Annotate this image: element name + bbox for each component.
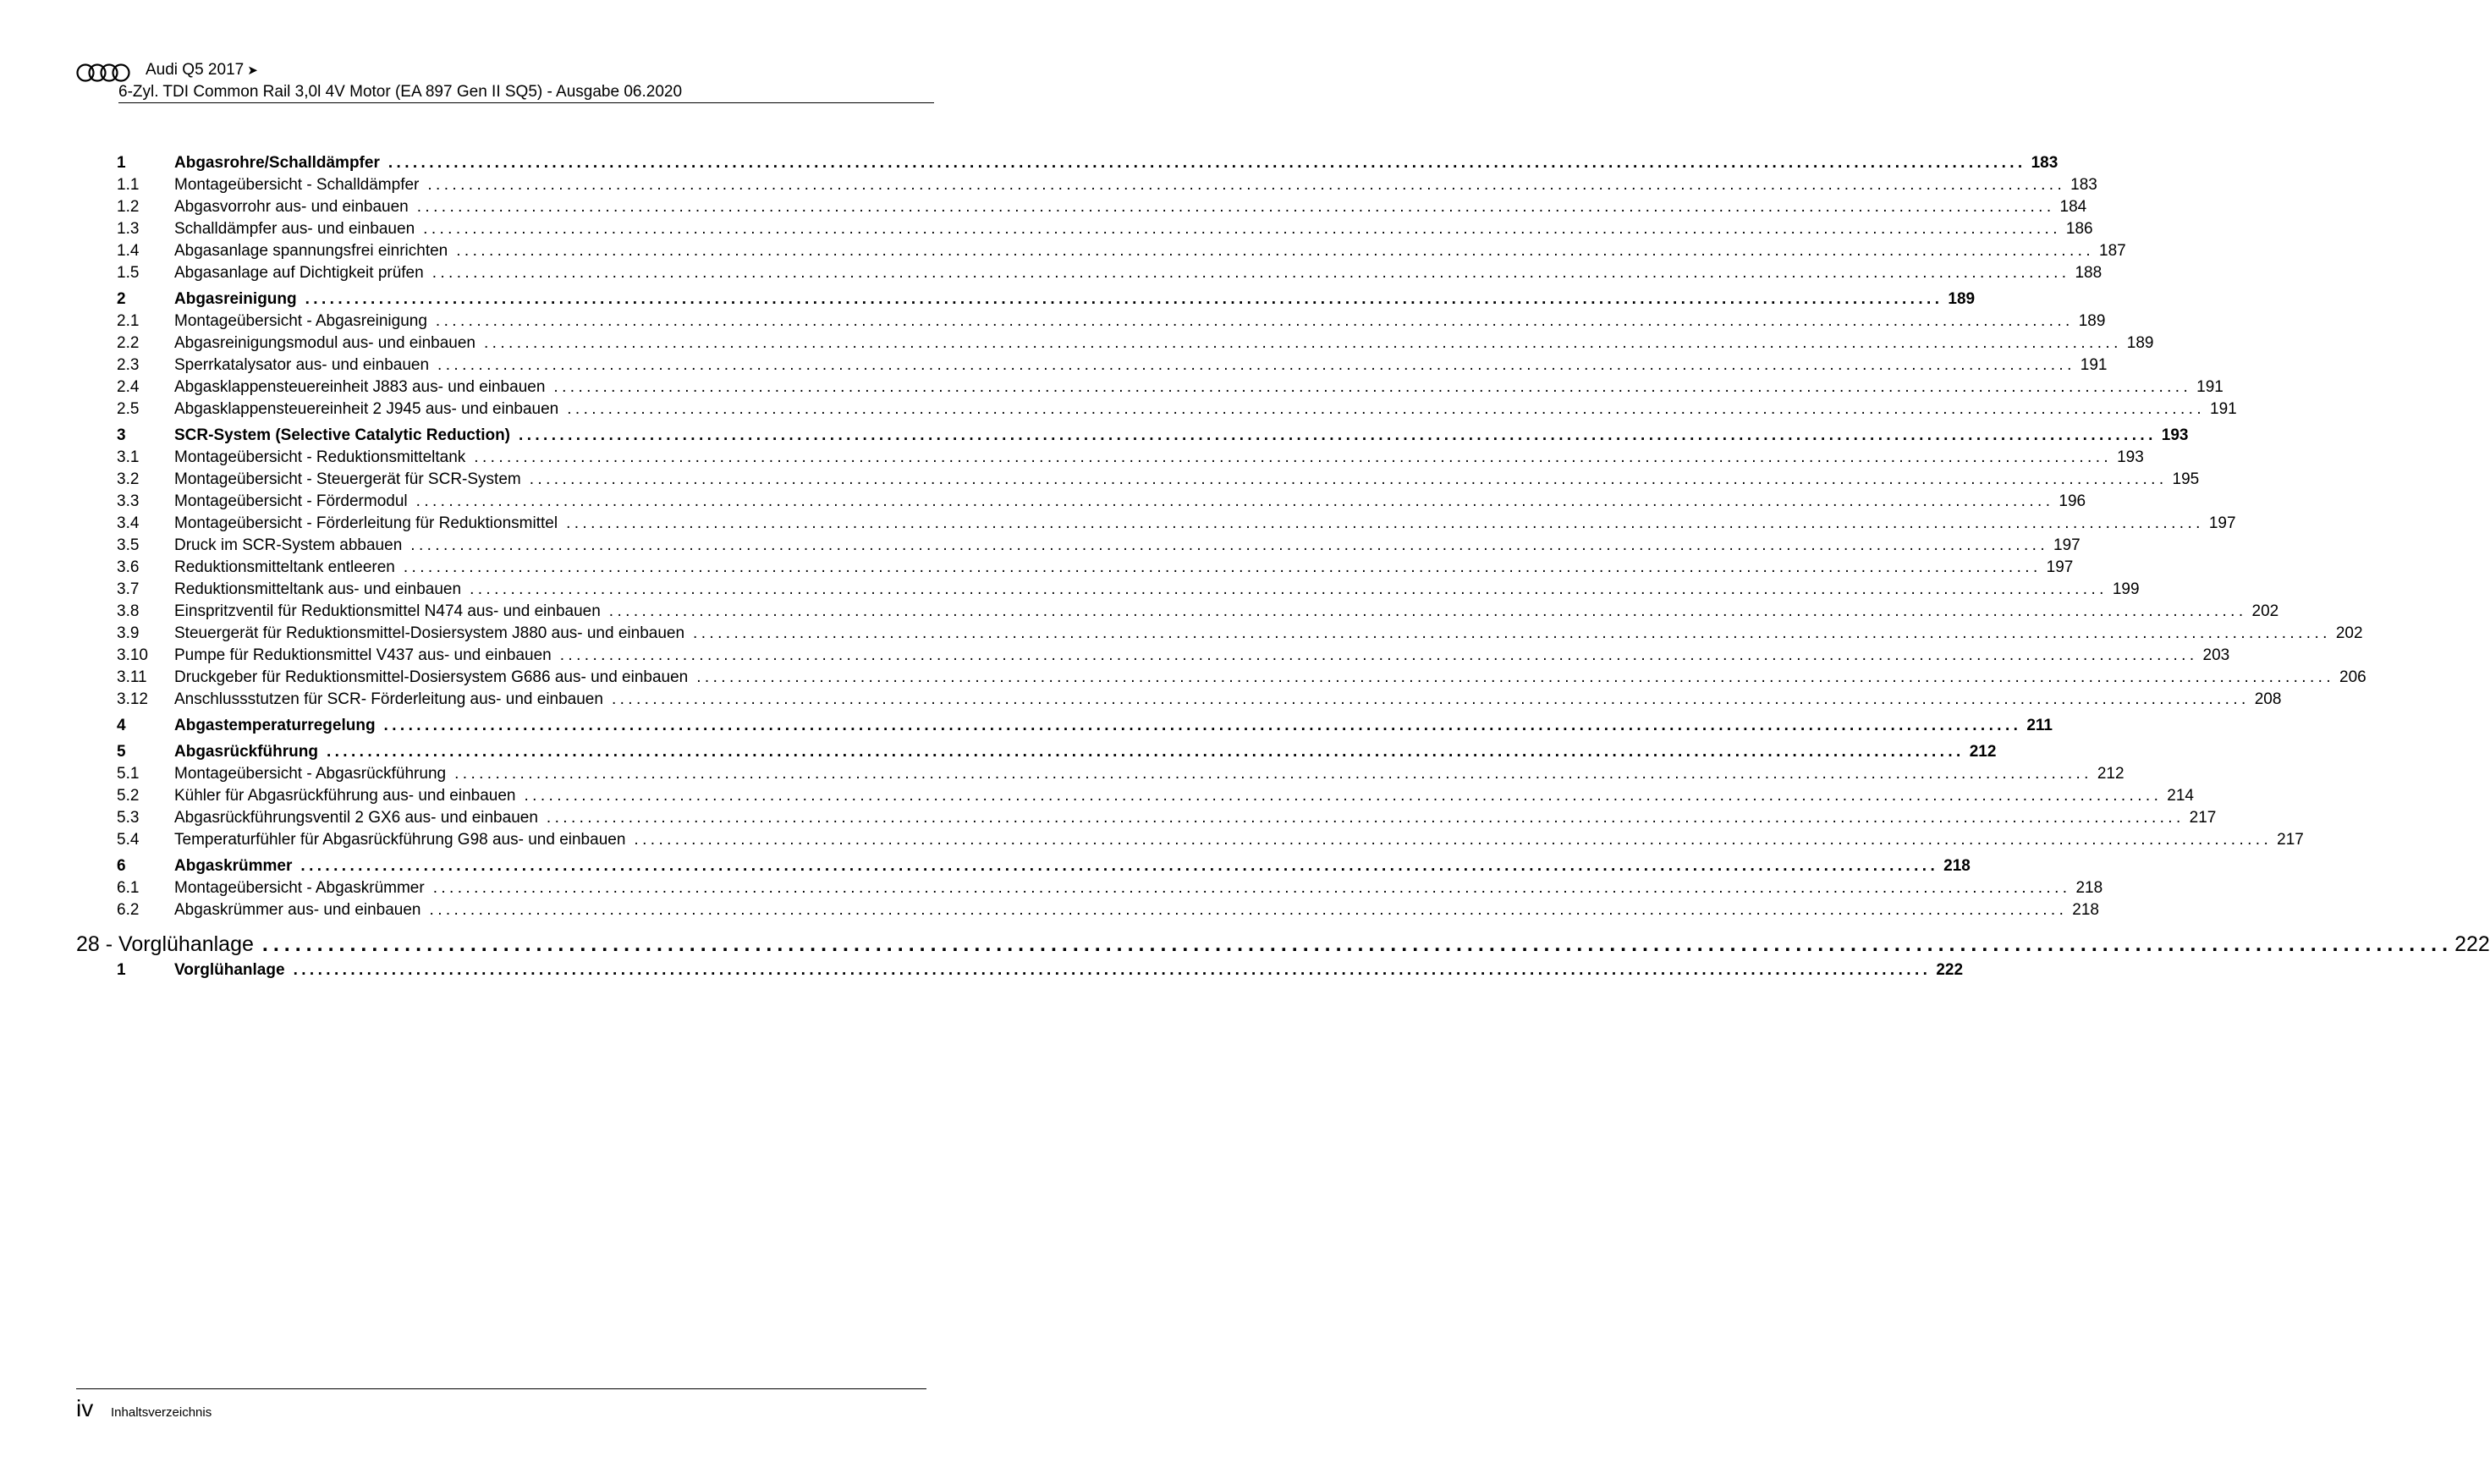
toc-section-entry[interactable] xyxy=(117,855,1971,877)
toc-entry-number: 3.8 xyxy=(117,602,140,620)
toc-entry-title: SCR-System (Selective Catalytic Reduction) xyxy=(174,426,511,444)
toc-entry[interactable] xyxy=(117,262,2102,284)
toc-entry-page: 212 xyxy=(2097,765,2124,783)
toc-entry-number: 3 xyxy=(117,426,126,444)
toc-entry-page: 183 xyxy=(2070,176,2097,194)
toc-entry-title: Abgasreinigung xyxy=(174,290,297,308)
footer-page-number: iv xyxy=(76,1395,94,1421)
toc-dot-leader: ........................................................................................................................................................................................................ xyxy=(305,290,1943,308)
toc-section-entry[interactable] xyxy=(117,959,1964,981)
toc-entry-page: 193 xyxy=(2161,426,2189,444)
toc-entry-title: Anschlussstutzen für SCR- Förderleitung aus- und einbauen xyxy=(174,690,603,708)
toc-entry-page: 208 xyxy=(2254,690,2282,708)
toc-entry[interactable] xyxy=(117,623,2363,645)
toc-entry-page: 186 xyxy=(2065,220,2093,238)
toc-entry[interactable] xyxy=(117,447,2144,469)
arrow-icon: ➤ xyxy=(247,63,258,78)
toc-dot-leader: ........................................................................................................................................................................................................ xyxy=(559,646,2198,664)
toc-entry[interactable] xyxy=(117,899,2099,921)
toc-entry-page: 211 xyxy=(2026,717,2053,734)
toc-dot-leader: ........................................................................................................................................................................................................ xyxy=(524,787,2163,805)
footer-label: Inhaltsverzeichnis xyxy=(111,1405,212,1420)
toc-entry-number: 5.3 xyxy=(117,809,140,827)
toc-entry-number: 6.1 xyxy=(117,879,140,897)
toc-entry-page: 214 xyxy=(2167,787,2194,805)
toc-entry-number: 2.1 xyxy=(117,312,140,330)
toc-entry-number: 3.11 xyxy=(117,668,147,686)
toc-entry-title: Montageübersicht - Abgasrückführung xyxy=(174,765,447,783)
toc-dot-leader: ........................................................................................................................................................................................................ xyxy=(567,400,2206,418)
toc-entry-title: Montageübersicht - Steuergerät für SCR-System xyxy=(174,470,521,488)
toc-entry-number: 3.6 xyxy=(117,558,140,576)
toc-entry[interactable] xyxy=(117,579,2140,601)
toc-entry-title: Montageübersicht - Abgasreinigung xyxy=(174,312,427,330)
toc-entry-title: Montageübersicht - Schalldämpfer xyxy=(174,176,420,194)
toc-dot-leader: ........................................................................................................................................................................................................ xyxy=(435,312,2074,330)
toc-entry-number: 1 xyxy=(117,961,126,979)
toc-section-entry[interactable] xyxy=(117,289,1976,311)
toc-entry-number: 3.7 xyxy=(117,580,140,598)
toc-entry-number: 4 xyxy=(117,717,126,734)
toc-entry-title: Abgasrohre/Schalldämpfer xyxy=(174,154,380,172)
toc-entry-title: 28 - Vorglühanlage xyxy=(76,932,254,956)
toc-dot-leader: ........................................................................................................................................................................................................ xyxy=(474,448,2113,466)
toc-dot-leader: ........................................................................................................................................................................................................ xyxy=(415,492,2054,510)
toc-entry-number: 5 xyxy=(117,743,126,761)
toc-entry-title: Abgasreinigungsmodul aus- und einbauen xyxy=(174,334,475,352)
toc-entry-page: 191 xyxy=(2196,378,2223,396)
toc-entry[interactable] xyxy=(117,645,2230,667)
toc-entry-number: 3.2 xyxy=(117,470,140,488)
toc-dot-leader: ........................................................................................................................................................................................................ xyxy=(519,426,2157,444)
toc-entry-title: Abgasrückführungsventil 2 GX6 aus- und einbauen xyxy=(174,809,538,827)
toc-entry[interactable] xyxy=(117,355,2108,376)
toc-entry-title: Abgaskrümmer xyxy=(174,857,293,875)
toc-entry[interactable] xyxy=(117,218,2093,240)
toc-entry-title: Abgasklappensteuereinheit 2 J945 aus- und einbauen xyxy=(174,400,559,418)
toc-dot-leader: ........................................................................................................................................................................................................ xyxy=(611,690,2250,708)
toc-entry[interactable] xyxy=(117,311,2106,333)
toc-dot-leader: ........................................................................................................................................................................................................ xyxy=(608,602,2247,620)
toc-entry-page: 218 xyxy=(2072,901,2099,919)
toc-entry[interactable] xyxy=(117,240,2126,262)
toc-dot-leader: ........................................................................................................................................................................................................ xyxy=(553,378,2192,396)
toc-entry-page: 191 xyxy=(2210,400,2237,418)
toc-entry[interactable] xyxy=(117,376,2223,398)
toc-entry-number: 3.1 xyxy=(117,448,140,466)
toc-entry-page: 217 xyxy=(2277,831,2304,849)
toc-entry-number: 2.3 xyxy=(117,356,140,374)
toc-dot-leader: ........................................................................................................................................................................................................ xyxy=(416,198,2055,216)
toc-entry-title: Montageübersicht - Förderleitung für Reduktionsmittel xyxy=(174,514,558,532)
toc-entry-title: Druck im SCR-System abbauen xyxy=(174,536,403,554)
toc-entry[interactable] xyxy=(117,398,2237,420)
toc-entry[interactable] xyxy=(117,785,2194,807)
toc-section-entry[interactable] xyxy=(117,152,2059,174)
toc-entry-title: Temperaturfühler für Abgasrückführung G98 aus- und einbauen xyxy=(174,831,626,849)
toc-entry-number: 1.2 xyxy=(117,198,140,216)
toc-entry-title: Druckgeber für Reduktionsmittel-Dosiersystem G686 aus- und einbauen xyxy=(174,668,689,686)
toc-entry[interactable] xyxy=(117,513,2236,535)
toc-dot-leader: ........................................................................................................................................................................................................ xyxy=(423,220,2061,238)
toc-dot-leader: ........................................................................................................................................................................................................ xyxy=(546,809,2185,827)
toc-dot-leader: ........................................................................................................................................................................................................ xyxy=(432,879,2071,897)
toc-entry-number: 3.12 xyxy=(117,690,148,708)
toc-entry-page: 218 xyxy=(1943,857,1971,875)
toc-entry[interactable] xyxy=(117,535,2080,557)
toc-section-entry[interactable] xyxy=(117,715,2053,737)
toc-entry-page: 189 xyxy=(2126,334,2154,352)
toc-entry-page: 184 xyxy=(2059,198,2087,216)
toc-entry-page: 196 xyxy=(2059,492,2086,510)
toc-entry[interactable] xyxy=(117,601,2279,623)
toc-entry-number: 1.3 xyxy=(117,220,140,238)
toc-entry-title: Einspritzventil für Reduktionsmittel N474 aus- und einbauen xyxy=(174,602,601,620)
toc-entry-page: 217 xyxy=(2189,809,2217,827)
toc-entry-page: 197 xyxy=(2208,514,2236,532)
toc-entry-number: 1 xyxy=(117,154,126,172)
toc-dot-leader: ........................................................................................................................................................................................................ xyxy=(261,932,2454,956)
toc-entry-title: Abgasanlage spannungsfrei einrichten xyxy=(174,242,448,260)
toc-dot-leader: ........................................................................................................................................................................................................ xyxy=(634,831,2273,849)
toc-entry-page: 222 xyxy=(1936,961,1964,979)
toc-entry-page: 199 xyxy=(2112,580,2140,598)
toc-entry-title: Abgasrückführung xyxy=(174,743,318,761)
toc-entry-number: 1.1 xyxy=(117,176,140,194)
toc-entry-title: Abgasklappensteuereinheit J883 aus- und einbauen xyxy=(174,378,546,396)
toc-entry[interactable] xyxy=(117,174,2097,196)
toc-entry-page: 197 xyxy=(2053,536,2080,554)
toc-entry-number: 1.5 xyxy=(117,264,140,282)
toc-entry-page: 197 xyxy=(2046,558,2074,576)
toc-dot-leader: ........................................................................................................................................................................................................ xyxy=(383,717,2022,734)
toc-dot-leader: ........................................................................................................................................................................................................ xyxy=(437,356,2075,374)
toc-entry-number: 5.1 xyxy=(117,765,140,783)
toc-dot-leader: ........................................................................................................................................................................................................ xyxy=(566,514,2204,532)
toc-dot-leader: ........................................................................................................................................................................................................ xyxy=(427,176,2066,194)
toc-entry-page: 212 xyxy=(1969,743,1997,761)
toc-dot-leader: ........................................................................................................................................................................................................ xyxy=(696,668,2335,686)
toc-entry[interactable] xyxy=(117,333,2154,355)
toc-entry-number: 5.2 xyxy=(117,787,140,805)
toc-entry-page: 189 xyxy=(2078,312,2106,330)
toc-entry-page: 203 xyxy=(2202,646,2230,664)
toc-dot-leader: ........................................................................................................................................................................................................ xyxy=(429,901,2068,919)
toc-entry[interactable] xyxy=(117,877,2103,899)
toc-dot-leader: ........................................................................................................................................................................................................ xyxy=(326,743,1965,761)
toc-section-entry[interactable] xyxy=(117,425,2189,447)
toc-entry-number: 2 xyxy=(117,290,126,308)
toc-entry-title: Sperrkatalysator aus- und einbauen xyxy=(174,356,430,374)
toc-entry[interactable] xyxy=(117,807,2217,829)
toc-entry[interactable] xyxy=(117,196,2087,218)
toc-entry[interactable] xyxy=(117,829,2304,851)
toc-entry[interactable] xyxy=(117,469,2200,491)
toc-entry-title: Abgasvorrohr aus- und einbauen xyxy=(174,198,409,216)
toc-dot-leader: ........................................................................................................................................................................................................ xyxy=(293,961,1932,979)
toc-entry-title: Reduktionsmitteltank entleeren xyxy=(174,558,395,576)
toc-entry-number: 2.4 xyxy=(117,378,140,396)
toc-entry-number: 6.2 xyxy=(117,901,140,919)
toc-entry-title: Pumpe für Reduktionsmittel V437 aus- und einbauen xyxy=(174,646,552,664)
toc-dot-leader: ........................................................................................................................................................................................................ xyxy=(410,536,2049,554)
toc-entry-title: Abgaskrümmer aus- und einbauen xyxy=(174,901,421,919)
vehicle-model-text: Audi Q5 2017 xyxy=(146,61,245,79)
toc-entry[interactable] xyxy=(117,667,2366,689)
toc-dot-leader: ........................................................................................................................................................................................................ xyxy=(431,264,2070,282)
toc-dot-leader: ........................................................................................................................................................................................................ xyxy=(529,470,2168,488)
toc-entry-page: 187 xyxy=(2099,242,2126,260)
toc-entry-page: 206 xyxy=(2339,668,2366,686)
toc-entry-page: 202 xyxy=(2251,602,2279,620)
toc-entry[interactable] xyxy=(117,763,2124,785)
toc-entry-title: Montageübersicht - Fördermodul xyxy=(174,492,408,510)
toc-entry-page: 195 xyxy=(2172,470,2200,488)
toc-entry-page: 202 xyxy=(2335,624,2363,642)
toc-entry-number: 3.5 xyxy=(117,536,140,554)
toc-section-entry[interactable] xyxy=(117,741,1997,763)
toc-dot-leader: ........................................................................................................................................................................................................ xyxy=(454,765,2092,783)
toc-entry-number: 3.3 xyxy=(117,492,140,510)
toc-entry-number: 2.5 xyxy=(117,400,140,418)
toc-entry-page: 218 xyxy=(2075,879,2103,897)
toc-entry-page: 188 xyxy=(2075,264,2102,282)
toc-dot-leader: ........................................................................................................................................................................................................ xyxy=(388,154,2026,172)
toc-entry-page: 222 xyxy=(2454,932,2490,956)
toc-entry-number: 6 xyxy=(117,857,126,875)
toc-entry-title: Reduktionsmitteltank aus- und einbauen xyxy=(174,580,462,598)
toc-entry-title: Montageübersicht - Reduktionsmitteltank xyxy=(174,448,466,466)
toc-dot-leader: ........................................................................................................................................................................................................ xyxy=(300,857,1939,875)
toc-entry-number: 3.9 xyxy=(117,624,140,642)
toc-entry-title: Montageübersicht - Abgaskrümmer xyxy=(174,879,425,897)
toc-dot-leader: ........................................................................................................................................................................................................ xyxy=(483,334,2122,352)
toc-entry-title: Vorglühanlage xyxy=(174,961,285,979)
toc-chapter-entry[interactable] xyxy=(76,930,2490,959)
toc-entry-number: 5.4 xyxy=(117,831,140,849)
toc-entry-page: 193 xyxy=(2117,448,2144,466)
toc-entry[interactable] xyxy=(117,557,2074,579)
toc-entry-title: Abgasanlage auf Dichtigkeit prüfen xyxy=(174,264,424,282)
toc-entry-number: 2.2 xyxy=(117,334,140,352)
toc-entry[interactable] xyxy=(117,689,2282,711)
toc-entry-title: Abgastemperaturregelung xyxy=(174,717,376,734)
toc-dot-leader: ........................................................................................................................................................................................................ xyxy=(403,558,2042,576)
toc-dot-leader: ........................................................................................................................................................................................................ xyxy=(693,624,2331,642)
toc-entry-page: 191 xyxy=(2080,356,2108,374)
toc-entry-title: Schalldämpfer aus- und einbauen xyxy=(174,220,415,238)
toc-entry-page: 183 xyxy=(2031,154,2059,172)
toc-dot-leader: ........................................................................................................................................................................................................ xyxy=(470,580,2108,598)
toc-entry-number: 3.10 xyxy=(117,646,148,664)
toc-entry-number: 1.4 xyxy=(117,242,140,260)
toc-entry-number: 3.4 xyxy=(117,514,140,532)
toc-dot-leader: ........................................................................................................................................................................................................ xyxy=(456,242,2094,260)
footer-divider xyxy=(76,1388,926,1389)
manual-subtitle: 6-Zyl. TDI Common Rail 3,0l 4V Motor (EA 897 Gen II SQ5) - Ausgabe 06.2020 xyxy=(118,83,683,101)
toc-entry-title: Kühler für Abgasrückführung aus- und einbauen xyxy=(174,787,516,805)
toc-entry[interactable] xyxy=(117,491,2086,513)
toc-entry-page: 189 xyxy=(1948,290,1976,308)
toc-entry-title: Steuergerät für Reduktionsmittel-Dosiersystem J880 aus- und einbauen xyxy=(174,624,685,642)
